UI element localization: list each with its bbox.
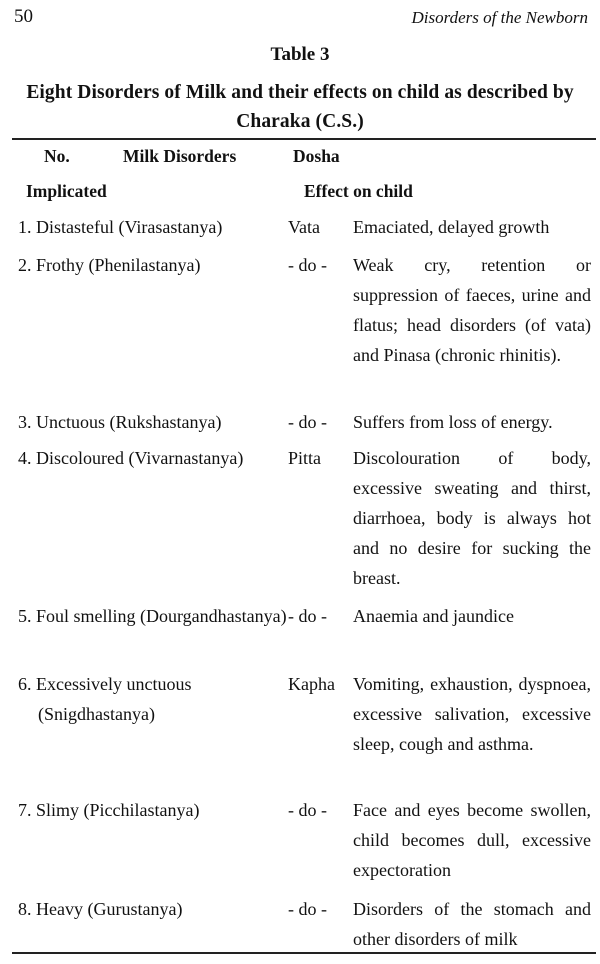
disorder-cell: 8. Heavy (Gurustanya): [18, 899, 183, 919]
table-top-rule: [12, 138, 596, 140]
effect-cell: Face and eyes become swollen, child becomes dull, excessive expectoration: [353, 800, 591, 880]
column-header-effect: Effect on child: [304, 181, 413, 201]
dosha-cell: - do -: [288, 255, 327, 275]
dosha-cell: Vata: [288, 217, 320, 237]
dosha-cell: - do -: [288, 899, 327, 919]
column-header-dosha: Dosha: [293, 146, 340, 166]
page-header: [14, 6, 588, 30]
disorder-cell: 7. Slimy (Picchilastanya): [18, 800, 200, 820]
page-number: 50: [14, 6, 33, 27]
effect-cell: Disorders of the stomach and other disorders of milk: [353, 899, 591, 949]
dosha-cell: Pitta: [288, 448, 322, 468]
disorder-cell: 6. Excessively unctuous (Snigdhastanya): [18, 674, 192, 724]
dosha-cell: - do -: [288, 412, 327, 432]
column-header-implicated: Implicated: [26, 181, 107, 201]
disorder-cell: 3. Unctuous (Rukshastanya): [18, 412, 222, 432]
effect-cell: Suffers from loss of energy.: [353, 412, 553, 432]
dosha-cell: - do -: [288, 606, 327, 626]
dosha-cell: - do -: [288, 800, 327, 820]
table-label: Table 3: [270, 44, 330, 65]
running-title: Disorders of the Newborn: [411, 8, 588, 27]
disorder-cell: 1. Distasteful (Virasastanya): [18, 217, 223, 237]
effect-cell: Vomiting, exhaustion, dyspnoea, excessive salivation, excessive sleep, cough and asthma.: [353, 674, 591, 754]
dosha-cell: Kapha: [288, 674, 335, 694]
effect-cell: Weak cry, retention or suppression of faeces, urine and flatus; head disorders (of vata) and Pinasa (chronic rhinitis).: [353, 255, 591, 365]
table-bottom-rule: [12, 952, 596, 954]
disorder-cell: 2. Frothy (Phenilastanya): [18, 255, 201, 275]
table-title: Eight Disorders of Milk and their effects on child as described by Charaka (C.S.): [26, 82, 574, 132]
effect-cell: Anaemia and jaundice: [353, 606, 514, 626]
effect-cell: Discolouration of body, excessive sweating and thirst, diarrhoea, body is always hot and no desire for sucking the breast.: [353, 448, 591, 588]
disorder-cell: 5. Foul smelling (Dourgandhastanya): [18, 606, 287, 626]
disorder-cell: 4. Discoloured (Vivarnastanya): [18, 448, 244, 468]
effect-cell: Emaciated, delayed growth: [353, 217, 550, 237]
column-header-milk-disorders: Milk Disorders: [123, 146, 237, 166]
column-header-no: No.: [44, 146, 70, 166]
